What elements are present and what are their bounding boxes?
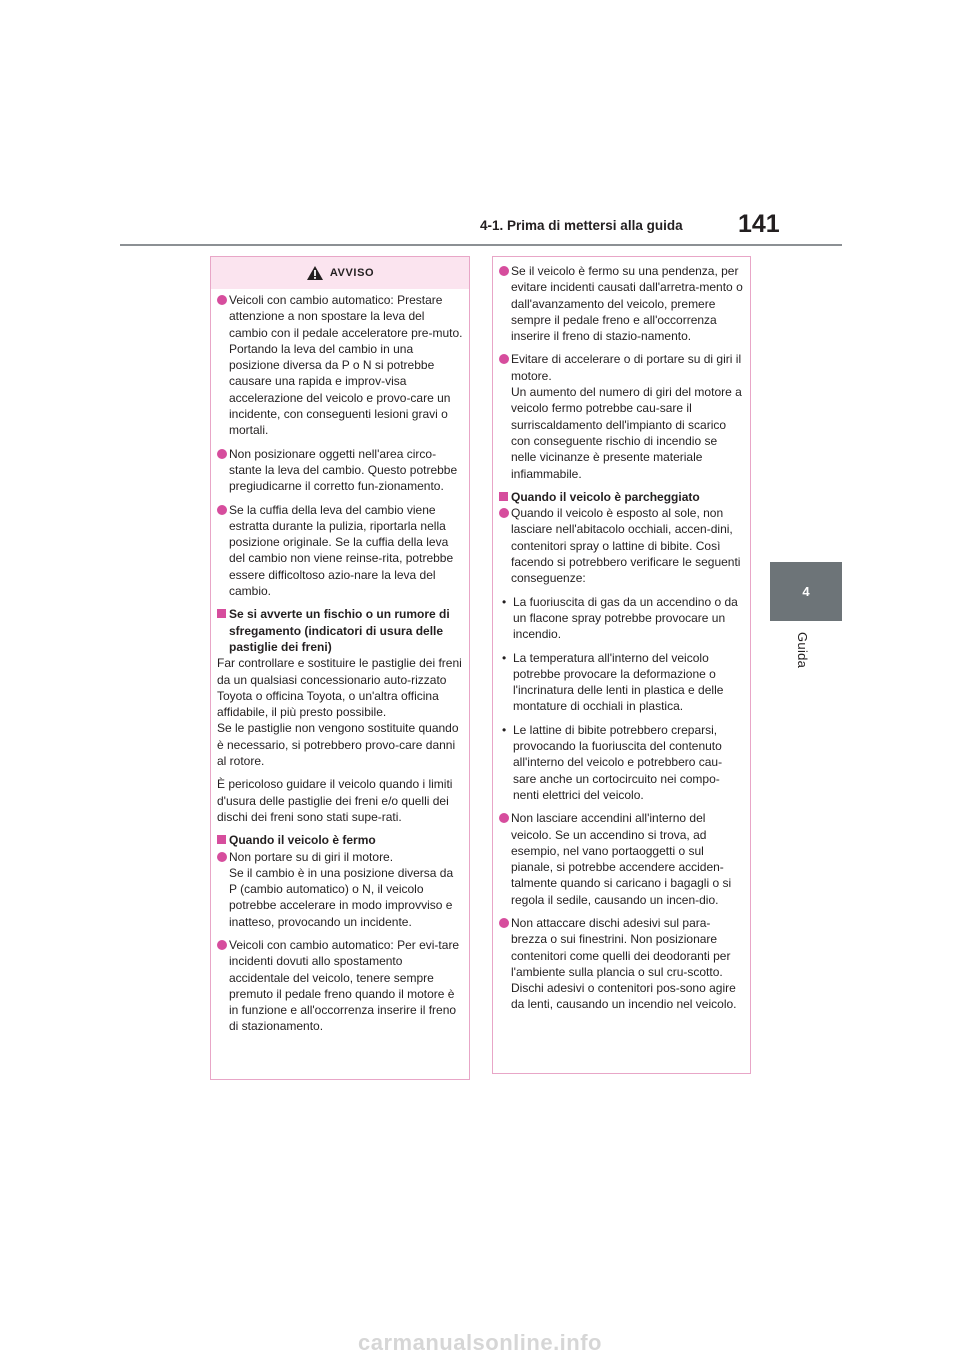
chapter-tab[interactable]: 4 — [770, 562, 842, 621]
list-item: Se la cuffia della leva del cambio viene estratta durante la pulizia, riportarla nella posizione originale. Se la cuffia della leva del cambio non viene reinse-rita, potrebbe essere difficoltoso azio-nare la leva del cambio. — [217, 502, 463, 600]
subheading: Quando il veicolo è fermo — [217, 832, 463, 848]
section-title: 4-1. Prima di mettersi alla guida — [480, 218, 683, 233]
warning-title: AVVISO — [329, 267, 375, 279]
subheading: Se si avverte un fischio o un rumore di sfregamento (indicatori di usura delle pastiglie dei freni) — [217, 606, 463, 655]
list-item: Quando il veicolo è esposto al sole, non lasciare nell'abitacolo occhiali, accen-dini, contenitori spray o lattine di bibite. Così facendo si potrebbero verificare le seguenti conseguenze: — [499, 505, 744, 586]
bullet-dot-icon — [499, 508, 509, 518]
square-bullet-icon — [499, 492, 508, 501]
bullet-dot-icon — [217, 940, 227, 950]
sub-list-item: • Le lattine di bibite potrebbero creparsi, provocando la fuoriuscita del contenuto all'interno del veicolo e potrebbero cau-sare anche un cortocircuito nei compo-nenti elettrici del veicolo. — [502, 722, 723, 802]
watermark: carmanualsonline.info — [358, 1330, 602, 1355]
bullet-dot-icon — [217, 295, 227, 305]
bullet-dot-icon — [499, 266, 509, 276]
subheading: Quando il veicolo è parcheggiato — [499, 489, 744, 505]
bullet-dot-icon — [217, 505, 227, 515]
small-dot-icon: • — [502, 722, 507, 737]
small-dot-icon: • — [502, 594, 507, 609]
list-item: Non portare su di giri il motore. Se il cambio è in una posizione diversa da P (cambio automatico) o N, il veicolo potrebbe accelerare in modo improvviso e inatteso, provocando un incidente. — [217, 849, 463, 930]
paragraph: Far controllare e sostituire le pastiglie dei freni da un qualsiasi concessionario auto-rizzato Toyota o officina Toyota, o un'altra officina affidabile, il più presto possibile. Se le pastiglie non vengono sostituite quando è necessario, si potrebbero provo-care danni al rotore. — [217, 656, 462, 769]
warning-triangle-icon — [306, 265, 324, 281]
list-item: Non posizionare oggetti nell'area circo-stante la leva del cambio. Questo potrebbe pregiudicarne il corretto fun-zionamento. — [217, 446, 463, 495]
bullet-dot-icon — [217, 852, 227, 862]
bullet-dot-icon — [499, 354, 509, 364]
square-bullet-icon — [217, 835, 226, 844]
list-item: Non attaccare dischi adesivi sul para-brezza o sui finestrini. Non posizionare contenitori come quelli dei deodoranti per l'ambiente sulla plancia o sul cru-scotto. Dischi adesivi o contenitori pos-sono agire da lenti, causando un incendio nel veicolo. — [499, 915, 744, 1013]
sub-list-item: • La temperatura all'interno del veicolo potrebbe provocare la deformazione o l'incrinatura delle lenti in plastica e delle montature di occhiali in plastica. — [502, 650, 724, 714]
list-item: Non lasciare accendini all'interno del veicolo. Se un accendino si trova, ad esempio, nel vano portaoggetti o sul pianale, si potrebbe accendere acciden-talmente quando si caricano i bagagli o si regola il sedile, causando un incen-dio. — [499, 810, 744, 908]
paragraph: È pericoloso guidare il veicolo quando i limiti d'usura delle pastiglie dei freni e/o quelli dei dischi dei freni sono stati supe-rati. — [217, 777, 453, 824]
header-rule — [120, 244, 842, 246]
warning-header — [211, 257, 469, 289]
list-item: Se il veicolo è fermo su una pendenza, per evitare incidenti causati dall'arretra-mento o dall'avanzamento del veicolo, premere sempre il pedale freno e all'occorrenza inserire il freno di stazio-namento. — [499, 263, 744, 344]
bullet-dot-icon — [217, 449, 227, 459]
sub-list-item: • La fuoriuscita di gas da un accendino o da un flacone spray potrebbe provocare un incendio. — [502, 594, 738, 642]
chapter-label: Guida — [795, 632, 810, 669]
bullet-dot-icon — [499, 918, 509, 928]
warning-box-left — [210, 256, 470, 1080]
bullet-dot-icon — [499, 813, 509, 823]
list-item: Evitare di accelerare o di portare su di giri il motore. Un aumento del numero di giri del motore a veicolo fermo potrebbe cau-sare il surriscaldamento dell'impianto di scarico con conseguente rischio di incendio se nelle vicinanze è presente materiale infiammabile. — [499, 351, 744, 481]
warning-box-right — [492, 256, 751, 1074]
small-dot-icon: • — [502, 650, 507, 665]
warning-body — [211, 289, 469, 1035]
square-bullet-icon — [217, 609, 226, 618]
warning-body — [493, 257, 750, 1013]
page-number: 141 — [738, 210, 780, 238]
list-item: Veicoli con cambio automatico: Per evi-tare incidenti dovuti allo spostamento accidentale del veicolo, tenere sempre premuto il pedale freno quando il motore è in funzione e all'occorrenza inserire il freno di stazionamento. — [217, 937, 463, 1035]
list-item: Veicoli con cambio automatico: Prestare attenzione a non spostare la leva del cambio con il pedale acceleratore pre-muto. Portando la leva del cambio in una posizione diversa da P o N si potrebbe causare una rapida e improv-visa accelerazione del veicolo e provo-care un incidente, con conseguenti lesioni gravi o mortali. — [217, 292, 463, 439]
